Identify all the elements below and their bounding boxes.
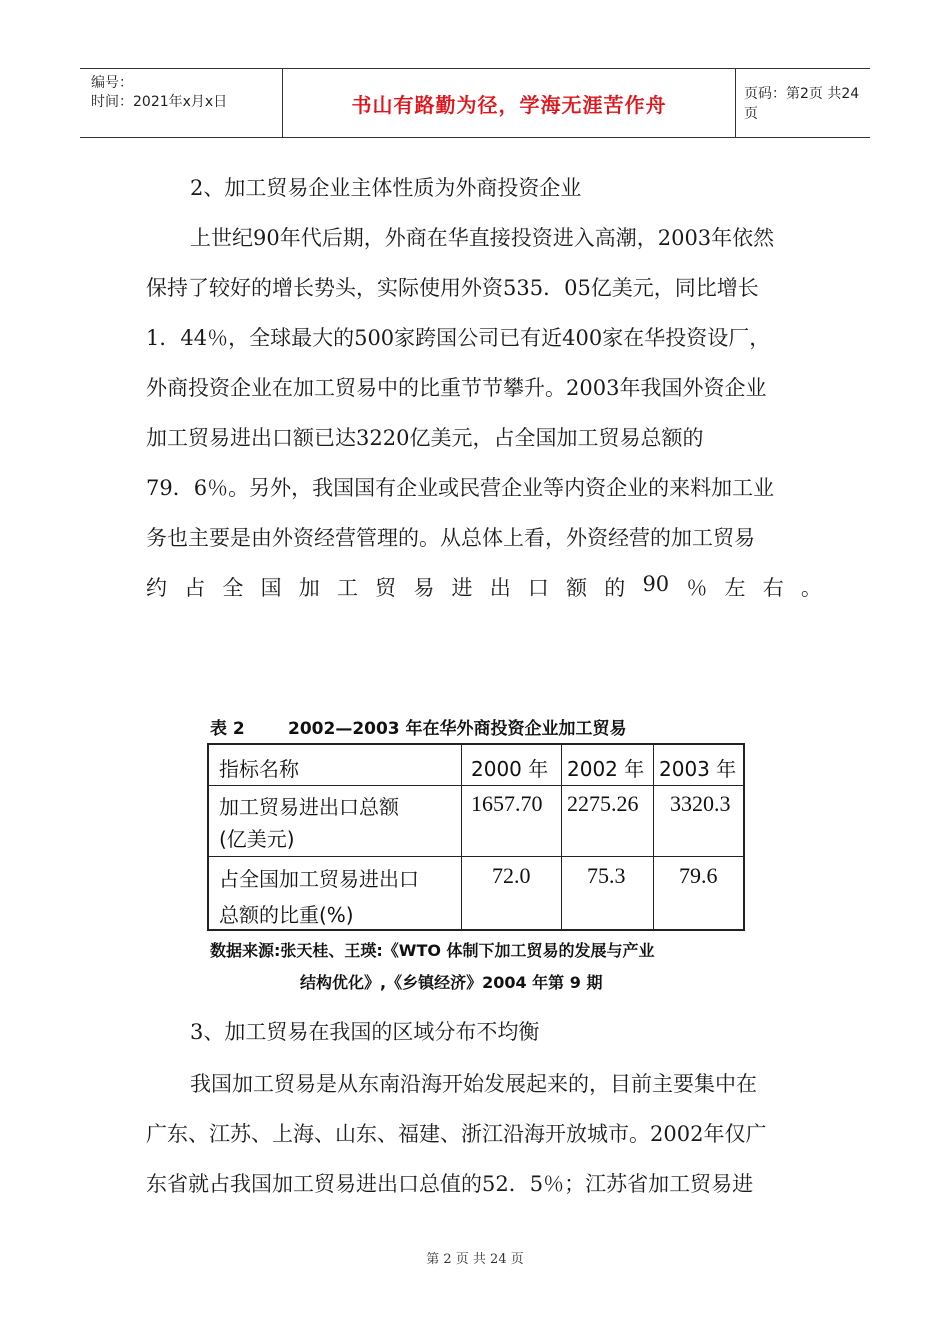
paragraph-line: 东省就占我国加工贸易进出口总值的52．5％；江苏省加工贸易进	[146, 1172, 754, 1196]
table-rule	[653, 745, 654, 929]
table-header-cell: 2000 年	[471, 757, 549, 781]
header-time-label: 时间：2021年x月x日	[91, 94, 228, 110]
text-char: 易	[413, 576, 435, 600]
table-header-cell: 2003 年	[659, 757, 737, 781]
text-char: 工	[336, 576, 358, 600]
table-rule	[461, 745, 462, 929]
section-heading: 2、加工贸易企业主体性质为外商投资企业	[190, 176, 582, 200]
table-header-cell: 2002 年	[567, 757, 645, 781]
table-row-label: 总额的比重(%)	[219, 903, 354, 927]
paragraph-line: 上世纪90年代后期，外商在华直接投资进入高潮，2003年依然	[190, 226, 775, 250]
table-number: 表 2	[210, 719, 245, 739]
text-char: 。	[800, 576, 822, 600]
paragraph-line: 外商投资企业在加工贸易中的比重节节攀升。2003年我国外资企业	[146, 376, 767, 400]
table-cell: 79.6	[679, 863, 718, 888]
table-row-label: (亿美元)	[219, 827, 295, 851]
table-source: 结构优化》,《乡镇经济》2004 年第 9 期	[300, 973, 603, 992]
text-char: 的	[604, 576, 626, 600]
table-cell: 1657.70	[471, 791, 543, 816]
text-char: 口	[527, 576, 549, 600]
text-char: 加	[298, 576, 320, 600]
paragraph-line: 务也主要是由外资经营管理的。从总体上看，外资经营的加工贸易	[146, 526, 755, 550]
text-char: 全	[222, 576, 244, 600]
data-table	[207, 743, 745, 931]
header-page-label: 页码：第2页 共24页	[744, 86, 860, 122]
table-header-cell: 指标名称	[219, 757, 299, 781]
text-char: 右	[762, 576, 784, 600]
text-char: 90	[642, 572, 670, 596]
text-char: 约	[146, 576, 167, 600]
header-meta	[80, 69, 282, 137]
paragraph-line: 1．44％，全球最大的500家跨国公司已有近400家在华投资设厂，	[146, 326, 771, 350]
table-rule	[561, 745, 562, 929]
table-rule	[209, 856, 743, 857]
text-char: 国	[260, 576, 282, 600]
text-char: 出	[489, 576, 511, 600]
table-cell: 2275.26	[567, 791, 639, 816]
table-title: 2002—2003 年在华外商投资企业加工贸易	[288, 719, 627, 739]
table-source: 数据来源:张天桂、王瑛:《WTO 体制下加工贸易的发展与产业	[210, 941, 655, 960]
text-char: ％	[686, 576, 708, 600]
text-char: 占	[184, 576, 206, 600]
page-footer: 第 2 页 共 24 页	[426, 1252, 524, 1267]
paragraph-line: 79．6％。另外，我国国有企业或民营企业等内资企业的来料加工业	[146, 476, 775, 500]
table-cell: 3320.3	[670, 791, 731, 816]
table-rule	[209, 785, 743, 786]
paragraph-line: 保持了较好的增长势头，实际使用外资535．05亿美元，同比增长	[146, 276, 759, 300]
text-char: 左	[724, 576, 746, 600]
text-char: 进	[451, 576, 473, 600]
text-char: 贸	[375, 576, 397, 600]
paragraph-line: 加工贸易进出口额已达3220亿美元，占全国加工贸易总额的	[146, 426, 704, 450]
paragraph-line-justified	[146, 572, 822, 602]
table-row-label: 占全国加工贸易进出口	[219, 867, 419, 891]
document-header	[80, 68, 870, 138]
header-motto: 书山有路勤为径，学海无涯苦作舟	[351, 92, 667, 117]
header-number-label: 编号：	[91, 75, 133, 91]
paragraph-line: 广东、江苏、上海、山东、福建、浙江沿海开放城市。2002年仅广	[146, 1122, 767, 1146]
text-char: 额	[566, 576, 588, 600]
table-cell: 72.0	[492, 863, 531, 888]
section-heading: 3、加工贸易在我国的区域分布不均衡	[190, 1020, 540, 1044]
table-row-label: 加工贸易进出口总额	[219, 795, 399, 819]
table-cell: 75.3	[587, 863, 626, 888]
paragraph-line: 我国加工贸易是从东南沿海开始发展起来的，目前主要集中在	[190, 1072, 757, 1096]
